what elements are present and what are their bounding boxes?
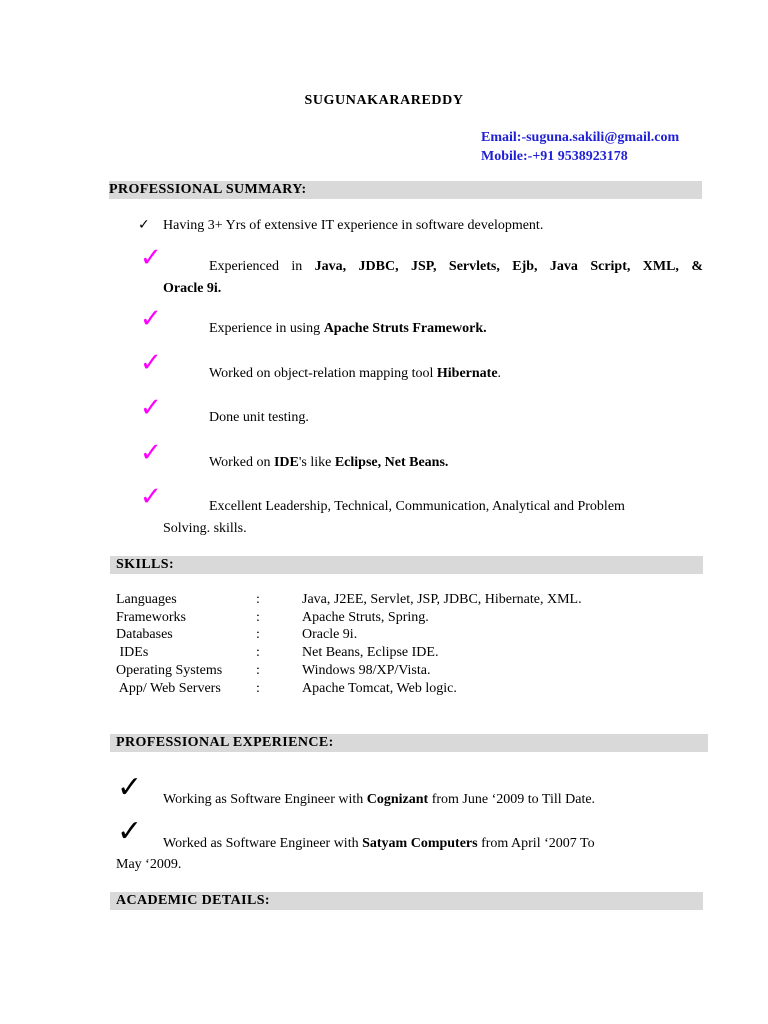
summary-item-6-bold1: IDE — [273, 455, 299, 470]
summary-item-2-cont: Oracle 9i. — [163, 281, 222, 296]
skills-row — [116, 592, 716, 610]
skill-value: Windows 98/XP/Vista. — [302, 663, 431, 678]
candidate-name-text: SUGUNAKARAREDDY — [304, 93, 464, 108]
skill-value: Net Beans, Eclipse IDE. — [302, 645, 439, 660]
summary-item-4-bold: Hibernate — [436, 366, 498, 381]
summary-item-4-text: Worked on object-relation mapping tool — [209, 366, 437, 381]
summary-item-7-cont: Solving. skills. — [163, 521, 247, 536]
skill-colon: : — [256, 663, 260, 678]
skill-colon: : — [256, 592, 260, 607]
summary-item-5: Done unit testing. — [209, 410, 309, 425]
experience-item-2-dates: from April ‘2007 To — [477, 836, 595, 851]
pink-checkmark-icon: ✓ — [140, 438, 162, 468]
skill-colon: : — [256, 645, 260, 660]
experience-item-1-text: Working as Software Engineer with — [163, 792, 367, 807]
black-checkmark-icon: ✓ — [117, 770, 143, 805]
experience-item-1-company: Cognizant — [366, 792, 429, 807]
summary-item-4-post: . — [497, 366, 502, 381]
email-line[interactable]: Email:-suguna.sakili@gmail.com — [481, 130, 680, 145]
section-professional-experience — [110, 734, 708, 752]
black-checkmark-icon: ✓ — [117, 814, 143, 849]
summary-item-1: Having 3+ Yrs of extensive IT experience in software development. — [163, 218, 544, 233]
summary-item-4 — [209, 366, 501, 382]
summary-item-6-bold2: Eclipse, Net Beans. — [334, 455, 449, 470]
contact-block — [481, 128, 679, 166]
skill-value: Oracle 9i. — [302, 627, 358, 642]
candidate-name — [0, 93, 768, 109]
section-title: SKILLS: — [116, 557, 175, 572]
pink-checkmark-icon: ✓ — [140, 393, 162, 423]
summary-item-7: Excellent Leadership, Technical, Communication, Analytical and Problem — [209, 499, 625, 514]
skills-row — [116, 627, 716, 645]
summary-item-6 — [209, 455, 448, 471]
pink-checkmark-icon: ✓ — [140, 482, 162, 512]
mobile-line: Mobile:-+91 9538923178 — [481, 149, 628, 164]
summary-item-3 — [209, 321, 487, 337]
skill-key: Databases — [116, 627, 173, 642]
experience-item-2 — [163, 836, 595, 852]
experience-item-2-text: Worked as Software Engineer with — [163, 836, 363, 851]
pink-checkmark-icon: ✓ — [140, 348, 162, 378]
skill-colon: : — [256, 627, 260, 642]
section-academic-details — [110, 892, 703, 910]
section-title: ACADEMIC DETAILS: — [116, 893, 270, 908]
skill-key: Languages — [116, 592, 177, 607]
skills-row — [116, 610, 716, 628]
summary-item-2-tech: Java, JDBC, JSP, Servlets, Ejb, Java Script, XML, & — [314, 259, 703, 274]
skill-key: Operating Systems — [116, 663, 223, 678]
skills-row — [116, 663, 716, 681]
section-title: PROFESSIONAL EXPERIENCE: — [116, 735, 334, 750]
skill-value: Java, J2EE, Servlet, JSP, JDBC, Hibernate, XML. — [302, 592, 582, 607]
skill-colon: : — [256, 681, 260, 696]
skills-row — [116, 681, 716, 699]
experience-item-1 — [163, 792, 595, 808]
section-title: PROFESSIONAL SUMMARY: — [109, 182, 307, 197]
experience-item-1-dates: from June ‘2009 to Till Date. — [428, 792, 596, 807]
experience-item-2-cont: May ‘2009. — [116, 857, 182, 872]
experience-item-2-company: Satyam Computers — [362, 836, 478, 851]
section-skills — [110, 556, 703, 574]
skill-value: Apache Tomcat, Web logic. — [302, 681, 457, 696]
skill-key: App/ Web Servers — [116, 681, 221, 696]
summary-item-3-bold: Apache Struts Framework. — [323, 321, 487, 336]
pink-checkmark-icon: ✓ — [140, 243, 162, 273]
checkmark-icon: ✓ — [138, 217, 150, 233]
skill-key: IDEs — [116, 645, 149, 660]
summary-item-6-text: Worked on — [209, 455, 274, 470]
pink-checkmark-icon: ✓ — [140, 304, 162, 334]
summary-item-2 — [209, 259, 703, 275]
skill-key: Frameworks — [116, 610, 186, 625]
skill-value: Apache Struts, Spring. — [302, 610, 429, 625]
summary-item-3-text: Experience in using — [209, 321, 324, 336]
summary-item-2-text: Experienced in — [209, 259, 315, 274]
section-professional-summary — [109, 181, 702, 199]
skill-colon: : — [256, 610, 260, 625]
summary-item-6-mid: 's like — [298, 455, 335, 470]
skills-row — [116, 645, 716, 663]
